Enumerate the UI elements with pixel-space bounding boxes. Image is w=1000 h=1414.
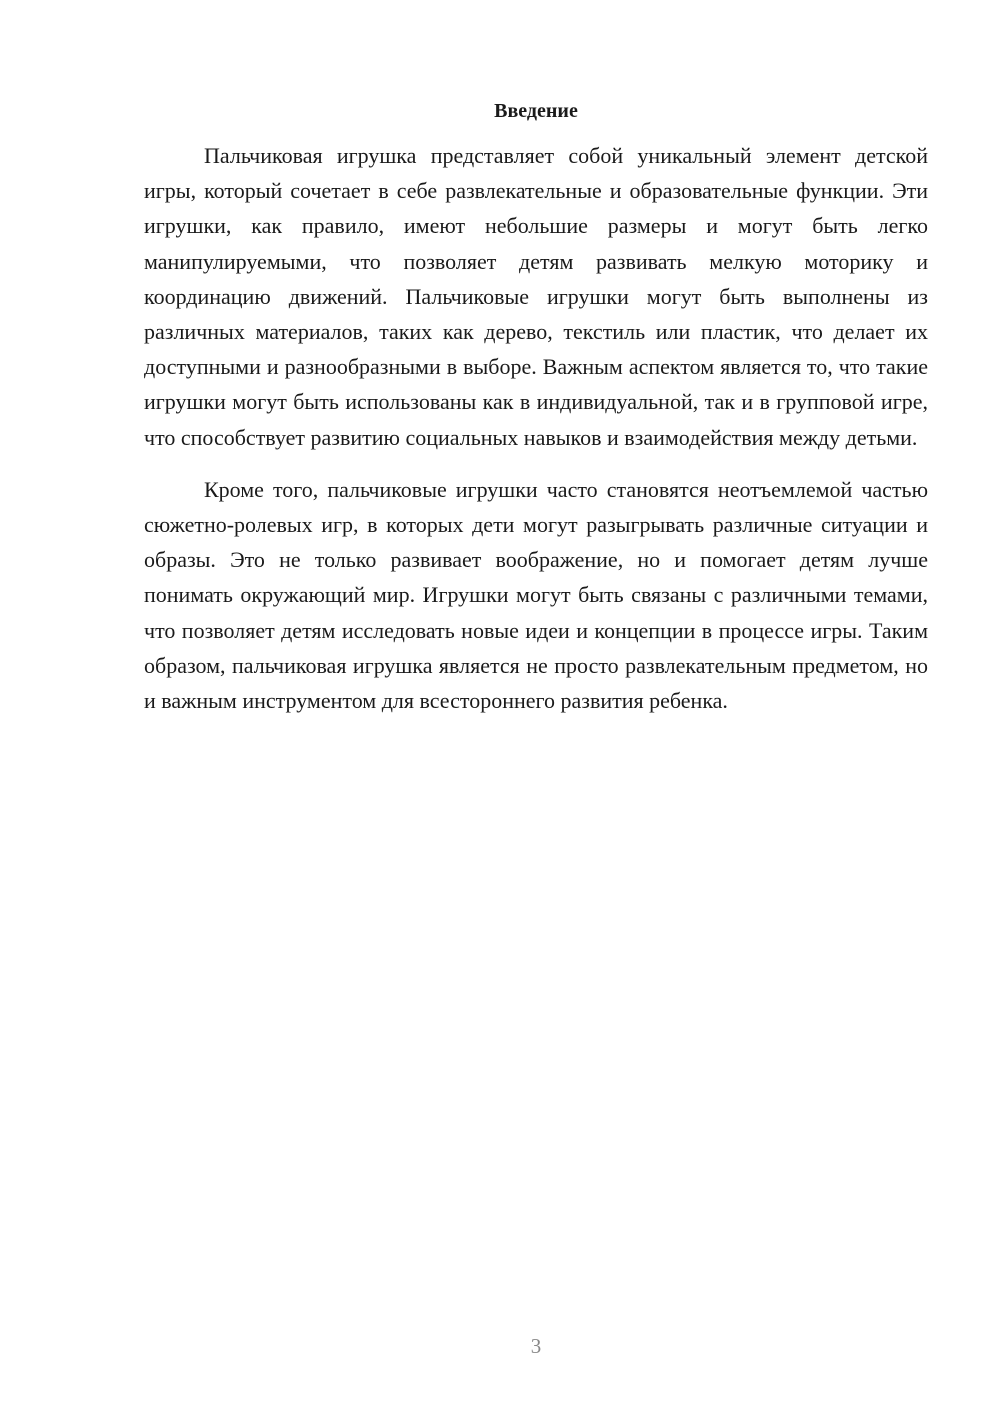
page-number: 3 [530, 1334, 542, 1358]
section-heading: Введение [494, 100, 578, 122]
paragraph-1: Пальчиковая игрушка представляет собой уникальный элемент детской игры, который сочетает в себе развлекательные и образовательные функции. Эти игрушки, как правило, имеют небольшие размеры и могут быть легко манипулируемыми, что позволяет детям развивать мелкую моторику и координацию движений. Пальчиковые игрушки могут быть выполнены из различных материалов, таких как дерево, текстиль или пластик, что делает их доступными и разнообразными в выборе. Важным аспектом является то, что такие игрушки могут быть использованы как в индивидуальной, так и в групповой игре, что способствует развитию социальных навыков и взаимодействия между детьми. [144, 143, 928, 450]
page-content [144, 94, 928, 718]
paragraph-2: Кроме того, пальчиковые игрушки часто становятся неотъемлемой частью сюжетно-ролевых игр, в которых дети могут разыгрывать различные ситуации и образы. Это не только развивает воображение, но и помогает детям лучше понимать окружающий мир. Игрушки могут быть связаны с различными темами, что позволяет детям исследовать новые идеи и концепции в процессе игры. Таким образом, пальчиковая игрушка является не просто развлекательным предметом, но и важным инструментом для всестороннего развития ребенка. [144, 476, 928, 714]
